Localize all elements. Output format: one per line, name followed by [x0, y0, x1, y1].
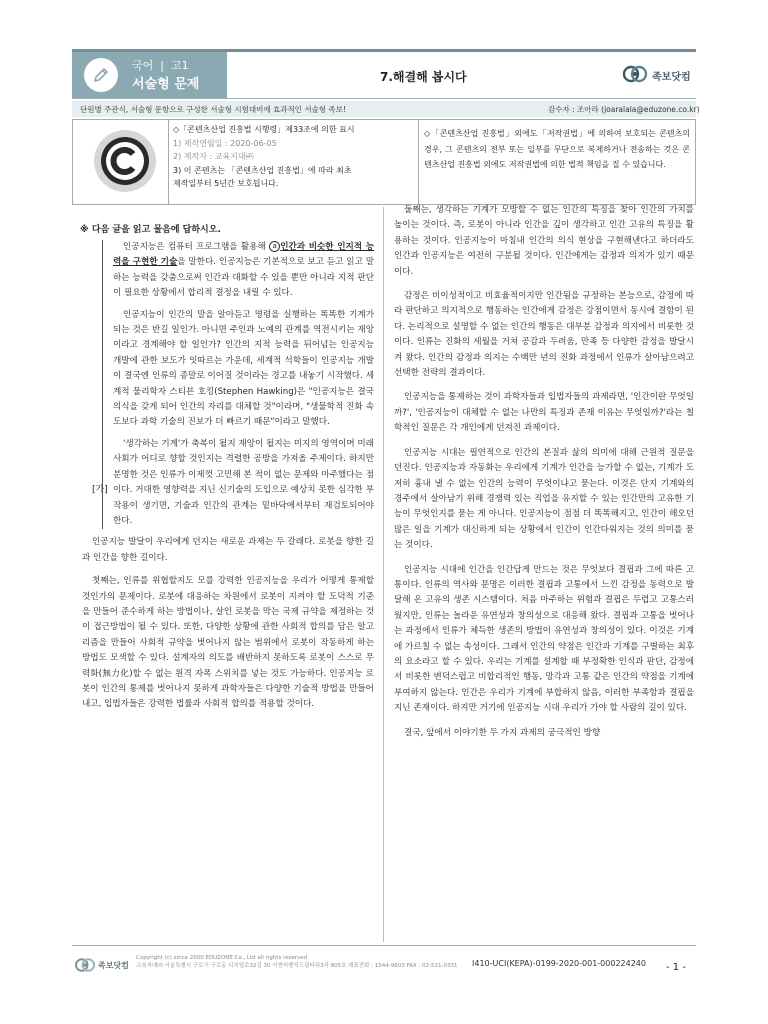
- footer-copyright-line: Copyright (c) since 2000 EDUZONE Co., Ltd all rights reserved: [136, 955, 308, 961]
- copyright-divider: [418, 119, 419, 205]
- footer-logo-icon: [74, 956, 96, 974]
- passage-ga: [102, 240, 374, 529]
- right-column: [394, 203, 694, 750]
- passage-paragraph: '생각하는 기계'가 축복이 될지 재앙이 될지는 미지의 영역이며 미래 사회가 어디로 향할 것인지는 격렬한 공방을 가져올 주제이다. 하지만 분명한 것은 인류가 이제껏 고민해 본 적이 없는 문제와 마주했다는 점이다. 거대한 영향력을 지닌 신기술의 도입으로 예상치 못한 심각한 부작용이 생기면, 기술과 인간의 관계는 밑바닥에서부터 재검토되어야 한다.: [113, 438, 374, 526]
- chapter-title: 7.해결해 봅시다: [380, 70, 467, 84]
- body-paragraph: 감정은 비이성적이고 비효율적이지만 인간됨을 규정하는 본능으로, 감정에 따라 판단하고 의지적으로 행동하는 인간에게 감정은 강점이면서 동시에 결함이 된다. 논리적으로 설명할 수 없는 인간의 행동은 대부분 감정과 의지에서 비롯한 것이다. 인류는 진화의 세월을 거쳐 공감과 두려움, 만족 등 다양한 감정을 발달시켜 왔다. 인간의 감정과 의지는 수백만 년의 진화 과정에서 인류가 살아남으려고 선택한 전략의 결과이다.: [394, 291, 694, 379]
- page-number: - 1 -: [666, 962, 686, 973]
- marker-a: a: [269, 241, 280, 252]
- author-credit: 감수자 : 조아라 (joaralala@eduzone.co.kr): [548, 105, 700, 114]
- law-line: ◇「콘텐츠산업 진흥법 시행령」제33조에 의한 표시: [173, 125, 355, 134]
- copyright-notice: ◇「콘텐츠산업 진흥법」외에도「저작권법」에 의하여 보호되는 콘텐츠의 경우, 그 콘텐츠의 전부 또는 일부를 무단으로 복제하거나 전송하는 것은 콘텐츠산업 진흥법 외에도 저작권법에 의한 법적 책임을 질 수 있습니다.: [424, 129, 690, 169]
- instruction: ※ 다음 글을 읽고 물음에 답하시오.: [80, 225, 221, 235]
- passage-tag: [가]: [92, 485, 108, 495]
- law-line: 제작일부터 5년간 보호됩니다.: [173, 179, 279, 188]
- passage-paragraph: [113, 240, 374, 302]
- body-paragraph: 둘째는, 생각하는 기계가 모방할 수 없는 인간의 특징을 찾아 인간의 가치를 높이는 것이다. 즉, 로봇이 아니라 인간을 깊이 생각하고 인간 고유의 특징을 활용하는 것이다. 인공지능이 마침내 인간의 의식 현상을 구현해낸다고 하더라도 인간과 인공지능은 여전히 구분될 것이다. 인간에게는 감정과 의지가 있기 때문이다.: [394, 205, 694, 277]
- body-paragraph: 인공지능 시대는 필연적으로 인간의 본질과 삶의 의미에 대해 근원적 질문을 던진다. 인공지능과 자동화는 우리에게 기계가 인간을 능가할 수 없는, 기계가 도저히 흉내 낼 수 없는 인간의 능력이 무엇이냐고 묻는다. 이것은 단지 기계와의 경주에서 살아남기 위해 경쟁력 있는 직업을 유지할 수 있는 인간만의 고유한 기능이 무엇인지를 묻는 게 아니다. 인공지능이 점점 더 똑똑해지고, 인간이 해오던 많은 일을 기계가 대신하게 되는 상황에서 인간이 인간다워지는 것의 의미를 묻는 것이다.: [394, 447, 694, 551]
- copyright-c-icon: [92, 128, 158, 194]
- text-run: 인공지능은 컴퓨터 프로그램을 활용해: [123, 242, 270, 252]
- body-paragraph: 결국, 앞에서 이야기한 두 가지 과제의 궁극적인 방향: [404, 727, 601, 738]
- law-notice: [173, 123, 413, 191]
- body-paragraph: 인공지능 발달이 우리에게 던지는 새로운 과제는 두 갈래다. 로봇을 향한 길과 인간을 향한 길이다.: [82, 537, 374, 563]
- footer-copyright-line: 교육지대㈜ 서울특별시 구로구 구로동 디지털로32길 30 이앤씨벤처드림타워3차 805호 대표전화 : 1544-9603 FAX : 02-521-0331: [136, 963, 458, 969]
- footer-copyright: [136, 954, 458, 970]
- body-paragraph: 인공지능 시대에 인간을 인간답게 만드는 것은 무엇보다 결핍과 그에 따른 고통이다. 인류의 역사와 문명은 이러한 결핍과 고통에서 느낀 감정을 동력으로 발달해 온 고유의 생존 시스템이다. 처음 마주하는 위험과 결핍은 두렵고 고통스러웠지만, 인류는 놀라운 유연성과 창의성으로 대응해 왔다. 결핍과 고통을 벗어나는 과정에서 인류가 체득한 생존의 방법이 유연성과 창의성이 있다. 이것은 기계에 가르칠 수 없는 속성이다. 그래서 인간의 약점은 인간과 기계를 구별하는 최후의 요소라고 할 수 있다. 우리는 기계를 설계할 때 부정확한 인식과 판단, 감정에서 비롯한 변덕스럽고 비합리적인 행동, 망각과 고통 같은 인간의 약점을 기계에 부여하지 않는다. 인간은 우리가 기계에 부합하지 않음, 이러한 부족함과 결핍을 지닌 존재이다. 하지만 거기에 인공지능 시대 우리가 가야 할 사람의 길이 있다.: [394, 564, 694, 714]
- pencil-badge: [84, 58, 118, 92]
- footer-rule: [72, 945, 696, 946]
- subject-label: 국어 | 고1: [132, 59, 189, 72]
- column-divider: [383, 207, 384, 942]
- passage-paragraph: 인공지능이 인간의 말을 알아듣고 명령을 실행하는 똑똑한 기계가 되는 것은 반길 일인가. 아니면 주인과 노예의 관계를 역전시키는 재앙이라고 경계해야 할 일인가? 인간의 지적 능력을 뒤어넘는 인공지능 개발에 관한 보도가 잇따르는 가운데, 세계적 석학들이 인공지능 개발이 결국엔 인류의 종말로 이어질 것이라는 경고를 내놓기 시작했다. 세계적 물리학자 스티븐 호킹(Stephen Hawking)은 "인공지능은 결국 의식을 갖게 되어 인간의 자리를 대체할 것"이라며, "생물학적 진화 속도보다 과학 기술의 진보가 더 빠르기 때문"이라고 말했다.: [113, 309, 374, 428]
- footer-brand: 족보닷컴: [98, 961, 129, 970]
- document-code: I410-UCI(KEPA)-0199-2020-001-000224240: [472, 959, 646, 968]
- body-paragraph: 인공지능을 통제하는 것이 과학자들과 입법자들의 과제라면, '인간이란 무엇일까?', '인공지능이 대체할 수 없는 나만의 특징과 존재 이유는 무엇일까?'라는 철학적인 질문은 각 개인에게 던져진 과제이다.: [394, 392, 694, 434]
- doc-type-label: 서술형 문제: [132, 77, 200, 92]
- header-bottom-rule: [72, 98, 696, 99]
- law-line: 2) 제작자 : 교육지대㈜: [173, 152, 254, 161]
- pencil-icon: [91, 65, 111, 85]
- tagline: 단원별 주관식, 서술형 문항으로 구성한 서술형 시험대비에 효과적인 서술형 족보!: [80, 105, 346, 114]
- underlined-phrase: 인간과 비슷한 인지적 능력을 구현한 기술: [113, 242, 374, 268]
- brand-name: 족보닷컴: [652, 72, 691, 83]
- law-line: 1) 제작연월일 : 2020-06-05: [173, 138, 277, 148]
- copyright-divider: [168, 119, 169, 205]
- law-line: 3) 이 콘텐츠는 「콘텐츠산업 진흥법」에 따라 최초: [173, 165, 352, 175]
- text-run: 을 말한다. 인공지능은 기본적으로 보고 듣고 읽고 말하는 능력을 갖춤으로써 인간과 대화할 수 있을 뿐만 아니라 지적 판단이 필요한 상황에서 합리적 결정을 내릴 수 있다.: [113, 257, 374, 299]
- brand-logo-icon: [622, 63, 648, 85]
- left-column: [82, 240, 374, 721]
- body-paragraph: 첫째는, 인류를 위협할지도 모를 강력한 인공지능을 우리가 어떻게 통제할 것인가의 문제이다. 로봇에 대응하는 차원에서 로봇이 지켜야 할 도덕적 기준을 만들어 준수하게 하는 방법이나, 살인 로봇을 막는 국제 규약을 제정하는 것이 접근방법이 될 수 있다. 또한, 다양한 상황에 관한 사회적 합의를 담은 알고리즘을 만들어 사회적 규약을 벗어나지 않는 범위에서 로봇이 작동하게 하는 방법도 모색할 수 있다. 설계자의 의도를 배반하지 못하도록 로봇이 스스로 무력화(無力化)할 수 없는 원격 자폭 스위치를 넣는 것도 가능하다. 인공지능 로봇이 인간의 통제를 벗어나지 못하게 과학자들은 다양한 기술적 방법을 만들어 내고, 입법자들은 강력한 법률과 사회적 합의를 적용할 것이다.: [82, 576, 374, 710]
